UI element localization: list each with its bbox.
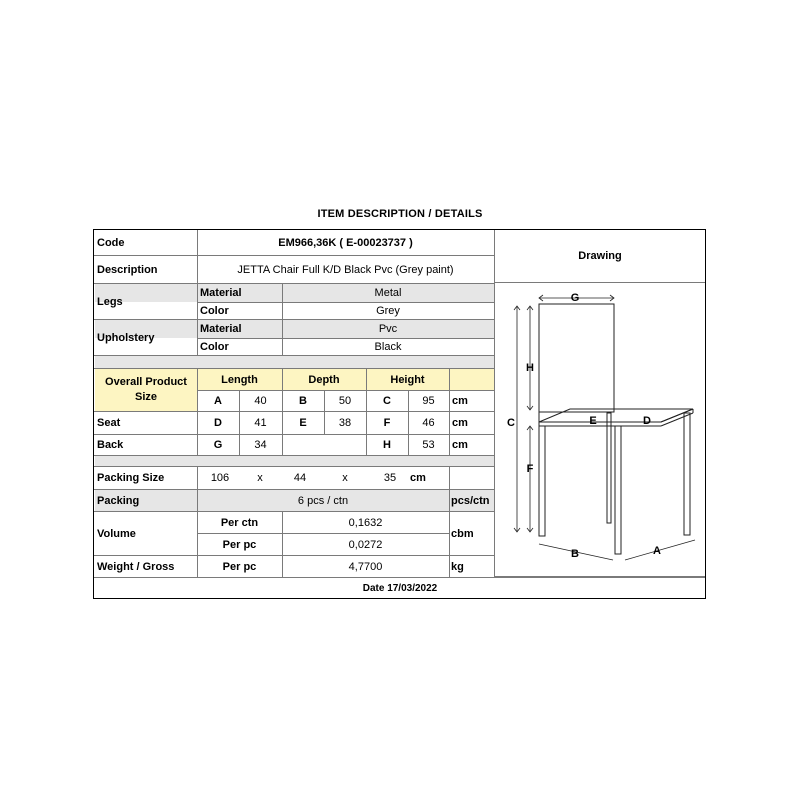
legs-material-label: Material — [200, 287, 242, 299]
dim-label-g: G — [570, 292, 580, 304]
seat-unit: cm — [452, 417, 468, 429]
seat-height-value: 46 — [422, 417, 435, 429]
packing-size-v1: 106 — [210, 472, 230, 484]
overall-size-label-line1: Overall Product — [105, 376, 187, 388]
depth-header: Depth — [308, 373, 340, 386]
length-header: Length — [221, 373, 258, 386]
legs-color-value: Grey — [376, 304, 400, 317]
packing-size-x2: x — [342, 472, 348, 484]
drawing-label: Drawing — [578, 250, 622, 262]
dim-label-b: B — [571, 548, 579, 560]
back-height-key: H — [383, 439, 391, 451]
description-label: Description — [97, 263, 158, 276]
packing-size-x1: x — [257, 472, 263, 484]
seat-depth-value: 38 — [338, 417, 352, 429]
packing-value: 6 pcs / ctn — [297, 494, 349, 507]
dim-label-c: C — [507, 417, 515, 429]
overall-height-value: 95 — [422, 395, 435, 407]
chair-backrest — [539, 304, 614, 412]
spacer-row-bg — [95, 356, 494, 368]
dim-label-e: E — [589, 415, 597, 427]
dim-label-d: D — [643, 415, 651, 427]
height-header: Height — [390, 373, 425, 386]
seat-depth-key: E — [299, 417, 307, 429]
chair-leg-back-left — [607, 413, 611, 523]
weight-unit: kg — [451, 560, 464, 573]
packing-unit: pcs/ctn — [451, 494, 490, 507]
overall-height-key: C — [383, 395, 391, 407]
overall-depth-value: 50 — [338, 395, 352, 407]
packing-label: Packing — [97, 494, 140, 507]
legs-label: Legs — [97, 295, 123, 308]
packing-size-v2: 44 — [293, 472, 307, 484]
legs-color-label: Color — [200, 304, 229, 317]
weight-per-pc-label: Per pc — [222, 560, 257, 573]
overall-depth-key: B — [299, 395, 307, 407]
volume-unit: cbm — [451, 527, 474, 540]
overall-size-label — [95, 369, 197, 411]
date-stamp: Date 17/03/2022 — [362, 582, 438, 594]
overall-size-label-line2: Size — [134, 391, 157, 403]
overall-length-key: A — [214, 395, 222, 407]
volume-per-ctn-value: 0,1632 — [348, 516, 383, 529]
upholstery-material-value: Pvc — [378, 323, 398, 335]
back-unit: cm — [452, 439, 468, 451]
legs-material-value: Metal — [374, 287, 402, 299]
code-value: EM966,36K ( E-00023737 ) — [278, 237, 413, 249]
back-height-value: 53 — [422, 439, 435, 451]
chair-leg-front-left — [539, 426, 545, 536]
packing-size-unit: cm — [410, 472, 426, 484]
packing-size-label: Packing Size — [97, 472, 165, 484]
seat-height-key: F — [383, 417, 391, 429]
weight-label: Weight / Gross — [97, 560, 175, 573]
overall-unit: cm — [452, 395, 468, 407]
volume-per-pc-value: 0,0272 — [348, 538, 383, 551]
weight-value: 4,7700 — [348, 560, 383, 573]
chair-leg-front-right — [615, 426, 621, 554]
description-value: JETTA Chair Full K/D Black Pvc (Grey paint) — [237, 263, 454, 276]
upholstery-material-label: Material — [200, 323, 242, 335]
page-title: ITEM DESCRIPTION / DETAILS — [317, 208, 483, 220]
chair-leg-back-right — [684, 413, 690, 535]
dim-label-h: H — [526, 362, 534, 374]
upholstery-label: Upholstery — [97, 331, 155, 344]
seat-length-value: 41 — [254, 417, 267, 429]
code-label: Code — [97, 237, 125, 249]
overall-length-value: 40 — [254, 395, 267, 407]
dim-label-a: A — [653, 545, 661, 557]
spacer-row2-bg — [95, 456, 494, 466]
volume-per-ctn-label: Per ctn — [220, 516, 259, 529]
upholstery-color-label: Color — [200, 340, 229, 353]
packing-size-v3: 35 — [383, 472, 397, 484]
seat-length-key: D — [214, 417, 222, 429]
back-length-key: G — [213, 439, 223, 451]
dim-label-f: F — [526, 463, 534, 475]
chair-drawing — [495, 282, 706, 577]
chair-seat — [539, 409, 693, 422]
back-label: Back — [97, 439, 124, 451]
back-length-value: 34 — [254, 439, 267, 451]
volume-per-pc-label: Per pc — [222, 538, 257, 551]
seat-label: Seat — [97, 417, 121, 429]
upholstery-color-value: Black — [374, 340, 402, 353]
volume-label: Volume — [97, 527, 136, 540]
